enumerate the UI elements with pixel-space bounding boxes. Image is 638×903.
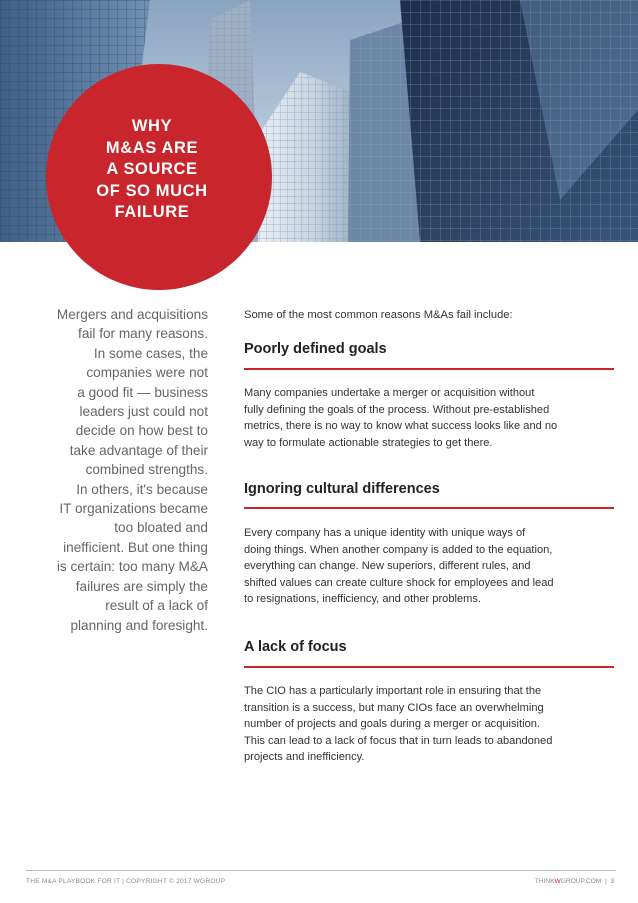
badge-line: OF SO MUCH <box>96 181 208 200</box>
intro-line: In others, it's because <box>76 481 208 497</box>
footer-site-prefix: THINK <box>534 878 555 885</box>
body-line: everything can change. New superiors, different rules, and <box>244 560 531 573</box>
section-divider <box>244 507 614 509</box>
footer-site-accent: W <box>554 878 561 885</box>
body-line: doing things. When another company is added to the equation, <box>244 543 553 556</box>
body-line: This can lead to a lack of focus that in turn leads to abandoned <box>244 734 553 747</box>
body-line: transition is a success, but many CIOs face an overwhelming <box>244 701 544 714</box>
intro-line: leaders just could not <box>79 404 208 420</box>
intro-line: too bloated and <box>114 520 208 536</box>
intro-line: combined strengths. <box>85 462 208 478</box>
intro-line: take advantage of their <box>69 442 208 458</box>
body-line: metrics, there is no way to know what success looks like and no <box>244 420 558 433</box>
intro-paragraph <box>26 305 208 635</box>
intro-line: IT organizations became <box>59 501 208 517</box>
lead-text: Some of the most common reasons M&As fail include: <box>244 309 513 321</box>
section-heading-goals: Poorly defined goals <box>244 341 387 357</box>
footer-site: THINKWGROUP.COM | 3 <box>534 878 614 885</box>
intro-line: In some cases, the <box>93 345 208 361</box>
intro-line: is certain: too many M&A <box>56 559 208 575</box>
body-line: number of projects and goals during a merger or acquisition. <box>244 718 540 731</box>
intro-line: Mergers and acquisitions <box>56 307 208 322</box>
section-body-culture <box>244 525 612 608</box>
body-line: fully defining the goals of the process. Without pre-established <box>244 403 550 416</box>
badge-line: A SOURCE <box>106 160 198 178</box>
section-divider <box>244 666 614 668</box>
section-heading-focus: A lack of focus <box>244 639 347 655</box>
intro-line: decide on how best to <box>75 423 208 439</box>
intro-line: inefficient. But one thing <box>63 539 208 555</box>
footer-divider <box>26 870 616 871</box>
intro-line: planning and foresight. <box>70 617 208 633</box>
footer-copyright: THE M&A PLAYBOOK FOR IT | COPYRIGHT © 2017 WGROUP <box>26 878 226 885</box>
body-line: projects and inefficiency. <box>244 751 365 764</box>
badge-line: FAILURE <box>114 203 190 221</box>
body-line: shifted values can create culture shock for employees and lead <box>244 576 554 589</box>
section-heading-culture: Ignoring cultural differences <box>244 481 440 497</box>
intro-line: a good fit — business <box>77 384 208 400</box>
footer-site-suffix: GROUP.COM <box>560 878 602 885</box>
section-body-goals <box>244 385 612 451</box>
badge-line: WHY <box>131 117 173 135</box>
badge-line: M&AS ARE <box>105 138 199 157</box>
body-line: The CIO has a particularly important role in ensuring that the <box>244 685 542 697</box>
section-body-focus <box>244 683 612 766</box>
intro-line: fail for many reasons. <box>78 326 208 342</box>
intro-line: companies were not <box>86 365 208 381</box>
intro-line: result of a lack of <box>105 598 208 614</box>
section-divider <box>244 368 614 370</box>
body-line: Many companies undertake a merger or acquisition without <box>244 387 535 399</box>
page-number: 3 <box>610 878 614 885</box>
body-line: Every company has a unique identity with unique ways of <box>244 527 526 539</box>
body-line: way to formulate actionable strategies to get there. <box>244 436 493 449</box>
badge-title <box>72 116 232 224</box>
main-content <box>244 305 612 764</box>
intro-line: failures are simply the <box>75 578 208 594</box>
body-line: to resignations, inefficiency, and other problems. <box>244 593 482 606</box>
